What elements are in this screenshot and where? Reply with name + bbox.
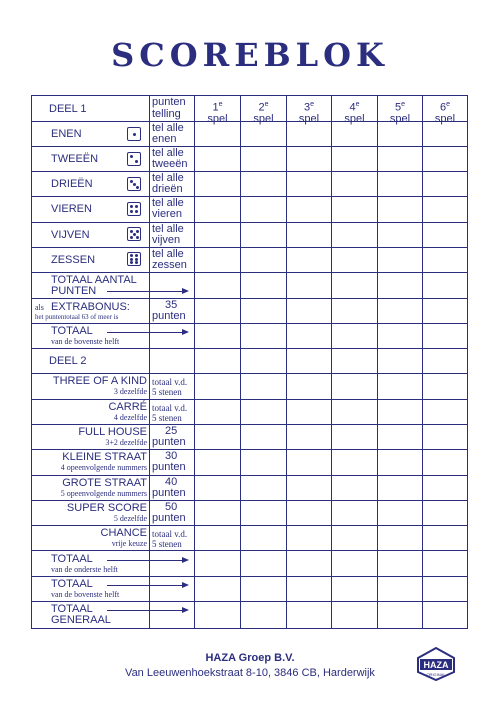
totaal-generaal-line2: GENERAAL (51, 614, 111, 626)
row-divider (32, 298, 467, 299)
totaal-sub: van de bovenste helft (51, 590, 120, 599)
score-rule-line1: tel alle (152, 223, 184, 235)
row-sub: 3+2 dezelfde (105, 438, 147, 447)
row-divider (32, 373, 467, 374)
score-rule-line2: punten (152, 461, 186, 473)
row-divider (32, 171, 467, 172)
score-rule-line1: totaal v.d. (152, 529, 188, 539)
arrow-right-icon (107, 585, 187, 586)
game-6-header: 6e spel (434, 101, 456, 125)
row-divider (32, 576, 467, 577)
score-rule-line2: punten (152, 512, 186, 524)
score-rule-line2: vijven (152, 234, 181, 246)
die-four-icon (127, 202, 141, 216)
column-divider (286, 96, 287, 628)
logo-text: HAZA (423, 660, 449, 670)
row-label-full-house: FULL HOUSE (78, 426, 147, 438)
row-divider (32, 449, 467, 450)
column-divider (149, 96, 150, 628)
die-five-icon (127, 227, 141, 241)
arrow-right-icon (107, 560, 187, 561)
row-divider (32, 196, 467, 197)
row-label-vijven: VIJVEN (51, 229, 90, 241)
die-one-icon (127, 127, 141, 141)
row-divider (32, 272, 467, 273)
deel-1-heading: DEEL 1 (49, 103, 87, 115)
row-divider (32, 323, 467, 324)
score-rule-line2: zessen (152, 259, 187, 271)
row-divider (32, 525, 467, 526)
score-rule-line1: 50 (165, 501, 178, 513)
row-divider (32, 601, 467, 602)
game-1-header: 1e spel (207, 101, 228, 125)
punten-heading-line2: telling (152, 108, 181, 120)
totaal-generaal-line1: TOTAAL (51, 603, 93, 615)
row-label-grote-straat: GROTE STRAAT (62, 477, 147, 489)
totaal-aantal-line2: PUNTEN (51, 285, 97, 297)
score-sheet (31, 95, 468, 629)
score-rule-line2: vieren (152, 208, 182, 220)
company-address: Van Leeuwenhoekstraat 8-10, 3846 CB, Harderwijk (125, 667, 375, 679)
row-sub: 4 opeenvolgende nummers (60, 463, 147, 472)
row-divider (32, 399, 467, 400)
extrabonus-condition: het puntentotaal 63 of meer is (35, 313, 119, 321)
die-three-icon (127, 177, 141, 191)
column-divider (194, 96, 195, 628)
score-rule-line1: 30 (165, 450, 178, 462)
score-rule-line2: punten (152, 487, 186, 499)
row-divider (32, 146, 467, 147)
row-label-tweeen: TWEEËN (51, 153, 99, 165)
row-divider (32, 550, 467, 551)
game-4-header: 4e spel (344, 101, 365, 125)
logo-subtext: ORIGINAL (426, 672, 446, 677)
totaal-aantal-line1: TOTAAL AANTAL (51, 274, 137, 286)
row-label-enen: ENEN (51, 128, 82, 140)
row-label-carre: CARRÉ (108, 401, 147, 413)
row-label-vieren: VIEREN (51, 203, 92, 215)
score-rule-line1: tel alle (152, 122, 184, 134)
haza-logo-icon (414, 644, 458, 682)
score-rule-line2: enen (152, 133, 177, 145)
row-divider (32, 247, 467, 248)
score-rule-line1: tel alle (152, 172, 184, 184)
totaal-sub: van de bovenste helft (51, 337, 120, 346)
row-sub: vrije keuze (111, 539, 147, 548)
column-divider (240, 96, 241, 628)
row-label-chance: CHANCE (100, 527, 147, 539)
row-sub: 3 dezelfde (113, 387, 147, 396)
deel-2-heading: DEEL 2 (49, 355, 87, 367)
row-divider (32, 348, 467, 349)
row-divider (32, 500, 467, 501)
die-two-icon (127, 152, 141, 166)
row-label-three-of-a-kind: THREE OF A KIND (52, 375, 147, 387)
arrow-right-icon (107, 291, 187, 292)
score-rule-line2: tweeën (152, 158, 188, 170)
column-divider (377, 96, 378, 628)
score-rule-line1: totaal v.d. (152, 403, 188, 413)
row-label-zessen: ZESSEN (51, 254, 96, 266)
totaal-label: TOTAAL (51, 578, 93, 590)
score-rule-line1: 25 (165, 425, 178, 437)
game-2-header: 2e spel (253, 101, 274, 125)
row-label-super-score: SUPER SCORE (66, 502, 147, 514)
score-rule-line1: tel alle (152, 147, 184, 159)
row-divider (32, 475, 467, 476)
score-rule-line2: drieën (152, 183, 183, 195)
arrow-right-icon (107, 610, 187, 611)
extrabonus-prefix: als (35, 303, 44, 312)
punten-heading-line1: punten (152, 96, 186, 108)
score-rule-line2: 5 stenen (152, 387, 182, 397)
totaal-label: TOTAAL (51, 325, 93, 337)
row-label-drieen: DRIEËN (51, 178, 93, 190)
row-label-kleine-straat: KLEINE STRAAT (62, 451, 147, 463)
score-rule-line1: totaal v.d. (152, 377, 188, 387)
score-rule-line1: 40 (165, 476, 178, 488)
game-5-header: 5e spel (389, 101, 411, 125)
game-3-header: 3e spel (298, 101, 320, 125)
totaal-label: TOTAAL (51, 553, 93, 565)
score-rule-line1: tel alle (152, 248, 184, 260)
scoreblok-title: SCOREBLOK (111, 36, 389, 74)
column-divider (331, 96, 332, 628)
score-rule-line1: tel alle (152, 197, 184, 209)
score-rule-line2: 5 stenen (152, 539, 182, 549)
row-sub: 4 dezelfde (113, 413, 147, 422)
score-rule-line2: 5 stenen (152, 413, 182, 423)
totaal-sub: van de onderste helft (51, 565, 118, 574)
die-six-icon (127, 252, 141, 266)
score-rule-line2: punten (152, 310, 186, 322)
score-rule-line2: punten (152, 436, 186, 448)
column-divider (422, 96, 423, 628)
row-sub: 5 opeenvolgende nummers (60, 489, 147, 498)
row-sub: 5 dezelfde (113, 514, 147, 523)
row-divider (32, 424, 467, 425)
company-name: HAZA Groep B.V. (205, 652, 295, 664)
arrow-right-icon (107, 332, 187, 333)
row-divider (32, 222, 467, 223)
extrabonus-label: EXTRABONUS: (51, 301, 130, 313)
score-rule-line1: 35 (165, 299, 178, 311)
